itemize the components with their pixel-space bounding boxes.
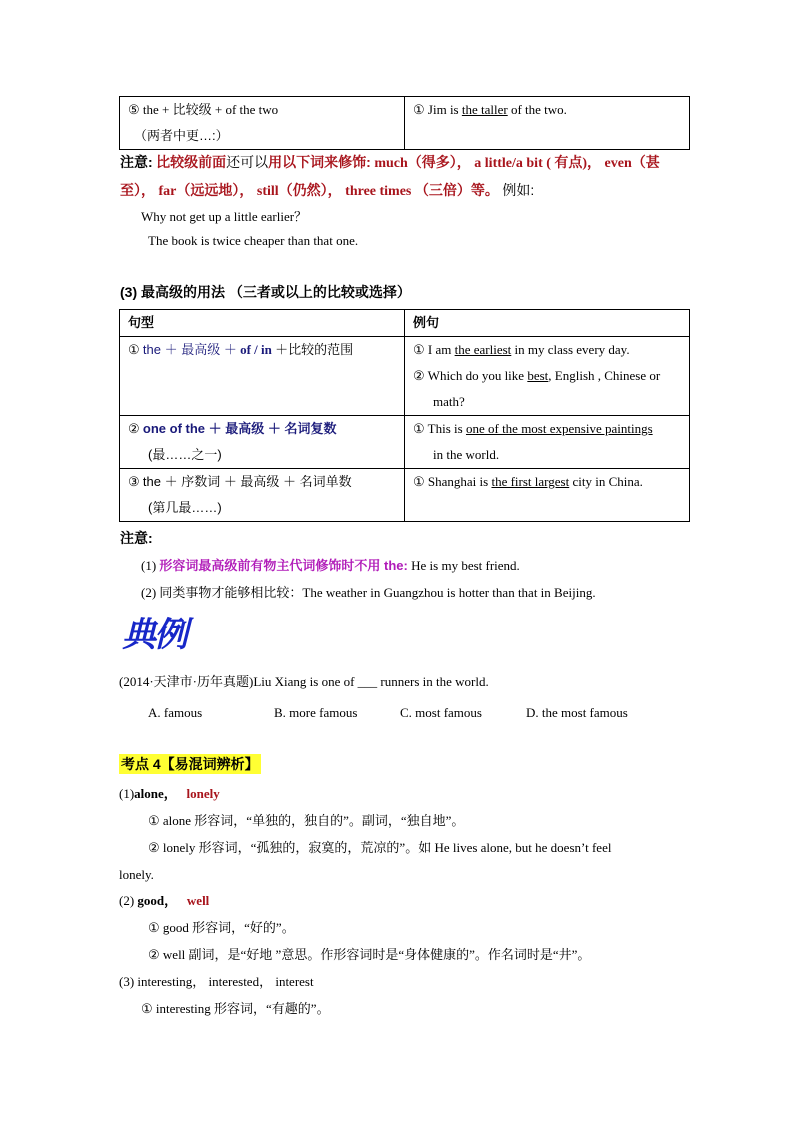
- table-header-row: [120, 310, 690, 337]
- example-num: ①: [413, 421, 425, 436]
- pattern-text: the ＋ 最高级 ＋: [142, 342, 237, 357]
- example-cell: [405, 337, 690, 416]
- pattern-num: ①: [128, 342, 140, 357]
- pattern-text: 比较级: [172, 102, 212, 117]
- option-c[interactable]: C. most famous: [400, 705, 482, 720]
- note-label: 注意:: [120, 154, 153, 170]
- modifier-list: 至）， far（远远地）， still（仍然）， three times （三倍）等。: [120, 184, 499, 199]
- definition-line: lonely.: [119, 867, 154, 882]
- example-text: Shanghai is: [427, 474, 489, 489]
- modifier-list: much（得多）， a little/a bit ( 有点)， even（甚: [374, 156, 660, 171]
- group-word: good，: [137, 893, 178, 908]
- example-text: in the world.: [433, 447, 500, 462]
- pattern-text: + of the two: [214, 102, 279, 117]
- question-stem: [119, 671, 489, 690]
- group-word: interesting， interested， interest: [137, 974, 314, 989]
- definition-line: ① alone 形容词，“单独的，独自的”。副词，“独自地”。: [148, 813, 465, 828]
- table-row: [120, 337, 690, 416]
- note-label: 注意:: [120, 530, 153, 546]
- group-num: (2): [119, 893, 135, 908]
- word-group-1: [119, 780, 694, 888]
- example-underlined: the first largest: [491, 474, 570, 489]
- example-num: ①: [413, 342, 425, 357]
- example-sentence: Why not get up a little earlier？: [141, 209, 308, 224]
- pattern-note: (第几最……): [148, 500, 222, 515]
- definition-line: ① good 形容词，“好的”。: [148, 920, 295, 935]
- example-underlined: the taller: [461, 102, 508, 117]
- word-group-2: [119, 887, 694, 968]
- pattern-cell: [120, 97, 405, 150]
- pattern-cell: [120, 469, 405, 522]
- note-num: (1): [141, 558, 157, 573]
- note-highlight: 比较级前面: [156, 154, 227, 170]
- superlative-table: [119, 309, 690, 522]
- example-cell: [405, 97, 690, 150]
- note-suffix: 例如:: [502, 182, 535, 198]
- example-text: of the two.: [510, 102, 567, 117]
- group-word: lonely: [186, 786, 220, 801]
- example-underlined: one of the most expensive paintings: [465, 421, 653, 436]
- column-header: 例句: [405, 310, 690, 337]
- pattern-text: the ＋ 序数词 ＋ 最高级 ＋ 名词单数: [142, 474, 352, 489]
- group-num: (3): [119, 974, 135, 989]
- example-num: ①: [413, 474, 425, 489]
- note-item: [141, 555, 520, 574]
- note-item: [141, 582, 596, 601]
- pattern-text: ＋比较的范围: [275, 342, 354, 357]
- pattern-text: one of the ＋ 最高级 ＋ 名词复数: [142, 421, 337, 436]
- note-text: 还可以: [226, 154, 269, 170]
- pattern-text: the +: [142, 102, 170, 117]
- question-text: Liu Xiang is one of ___ runners in the world.: [253, 674, 489, 689]
- note-num: (2): [141, 585, 157, 600]
- example-stamp-image: 典例: [122, 615, 186, 655]
- definition-line: ② lonely 形容词，“孤独的，寂寞的，荒凉的”。如 He lives alone, but he doesn’t feel: [148, 840, 612, 855]
- example-text: , English , Chinese or: [548, 368, 661, 383]
- table-row: [120, 469, 690, 522]
- table-row: [120, 97, 690, 150]
- example-underlined: the earliest: [454, 342, 512, 357]
- example-num: ②: [413, 368, 425, 383]
- example-num: ①: [413, 102, 425, 117]
- option-a[interactable]: A. famous: [148, 705, 203, 720]
- note-highlight: 形容词最高级前有物主代词修饰时不用 the:: [159, 558, 408, 573]
- group-num: (1): [119, 786, 135, 801]
- table-row: [120, 416, 690, 469]
- example-text: city in China.: [572, 474, 643, 489]
- example-text: math?: [433, 394, 465, 409]
- word-group-3: [119, 968, 694, 1022]
- note-comparative-modifiers: [120, 149, 695, 205]
- comparative-table: [119, 96, 690, 150]
- note-highlight: 用以下词来修饰:: [268, 154, 371, 170]
- example-text: Which do you like: [427, 368, 525, 383]
- example-cell: [405, 416, 690, 469]
- example-underlined: best: [527, 368, 549, 383]
- example-text: Jim is: [427, 102, 459, 117]
- pattern-num: ②: [128, 421, 140, 436]
- pattern-text: of / in: [240, 342, 272, 357]
- example-text: I am: [427, 342, 452, 357]
- note-text: He is my best friend.: [411, 558, 520, 573]
- pattern-cell: [120, 416, 405, 469]
- group-word: alone，: [134, 786, 177, 801]
- option-d[interactable]: D. the most famous: [526, 705, 628, 720]
- section-title: (3) 最高级的用法 （三者或以上的比较或选择）: [120, 284, 411, 300]
- pattern-num: ⑤: [128, 102, 140, 117]
- pattern-note: （两者中更…:）: [134, 128, 229, 143]
- group-word: well: [186, 893, 210, 908]
- column-header: 句型: [120, 310, 405, 337]
- section-title: 考点 4【易混词辨析】: [121, 756, 259, 772]
- pattern-num: ③: [128, 474, 140, 489]
- example-cell: [405, 469, 690, 522]
- option-b[interactable]: B. more famous: [274, 705, 358, 720]
- definition-line: ② well 副词，是“好地 ”意思。作形容词时是“身体健康的”。作名词时是“井”。: [148, 947, 591, 962]
- example-sentence: The book is twice cheaper than that one.: [148, 233, 359, 248]
- pattern-cell: [120, 337, 405, 416]
- example-text: in my class every day.: [514, 342, 630, 357]
- note-text: 同类事物才能够相比较：The weather in Guangzhou is hotter than that in Beijing.: [159, 585, 596, 600]
- question-source: (2014·天津市·历年真题): [119, 674, 254, 689]
- definition-line: ① interesting 形容词，“有趣的”。: [141, 1001, 330, 1016]
- pattern-note: (最……之一): [148, 447, 222, 462]
- example-text: This is: [427, 421, 463, 436]
